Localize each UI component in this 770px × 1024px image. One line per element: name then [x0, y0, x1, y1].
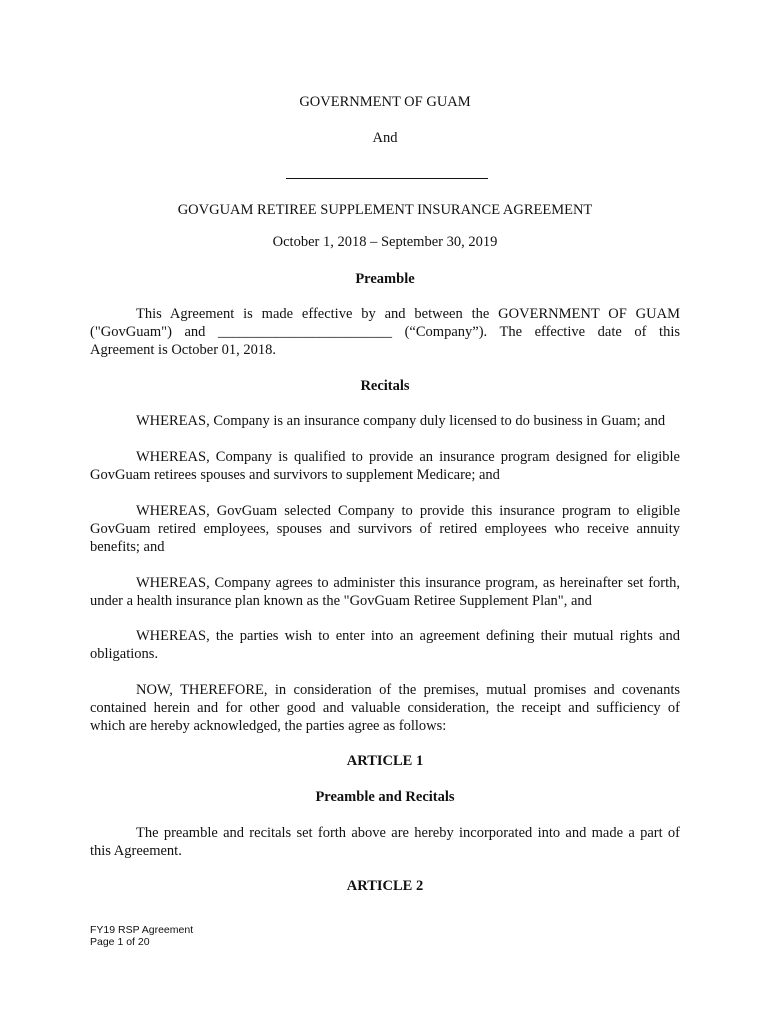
article-2-heading: ARTICLE 2	[346, 878, 424, 894]
preamble-heading: Preamble	[355, 271, 415, 287]
article-1-line: The preamble and recitals set forth above are hereby incorporated into and made a part of	[136, 825, 680, 841]
recital-line: benefits; and	[90, 539, 165, 555]
recitals-heading: Recitals	[360, 378, 410, 394]
recital-line: WHEREAS, Company is an insurance company duly licensed to do business in Guam; and	[136, 413, 666, 429]
now-therefore-line: which are hereby acknowledged, the parties agree as follows:	[90, 718, 447, 734]
now-therefore-line: contained herein and for other good and valuable consideration, the receipt and sufficiency of	[90, 700, 680, 716]
recital-line: obligations.	[90, 646, 159, 662]
recital-line: WHEREAS, Company agrees to administer this insurance program, as hereinafter set forth,	[136, 575, 680, 591]
footer-doc-name: FY19 RSP Agreement	[90, 924, 194, 936]
recital-line: GovGuam retirees spouses and survivors to supplement Medicare; and	[90, 467, 500, 483]
recital-line: under a health insurance plan known as the "GovGuam Retiree Supplement Plan", and	[90, 593, 592, 609]
preamble-line: This Agreement is made effective by and between the GOVERNMENT OF GUAM	[136, 306, 680, 322]
preamble-line: ("GovGuam") and ________________________ (“Company”). The effective date of this	[90, 324, 680, 340]
gov-title: GOVERNMENT OF GUAM	[299, 94, 471, 110]
recital-line: WHEREAS, GovGuam selected Company to provide this insurance program to eligible	[136, 503, 680, 519]
now-therefore-line: NOW, THEREFORE, in consideration of the premises, mutual promises and covenants	[136, 682, 680, 698]
article-1-line: this Agreement.	[90, 843, 182, 859]
recital-line: WHEREAS, the parties wish to enter into an agreement defining their mutual rights and	[136, 628, 680, 644]
page-footer	[90, 924, 193, 948]
article-1-heading: ARTICLE 1	[346, 753, 424, 769]
article-1-subheading: Preamble and Recitals	[315, 789, 455, 805]
party-name-blank	[286, 178, 488, 179]
and-connector: And	[372, 130, 398, 146]
recital-line: GovGuam retired employees, spouses and survivors of retired employees who receive annuity	[90, 521, 680, 537]
preamble-line: Agreement is October 01, 2018.	[90, 342, 277, 358]
agreement-title: GOVGUAM RETIREE SUPPLEMENT INSURANCE AGREEMENT	[177, 202, 593, 218]
agreement-term: October 1, 2018 – September 30, 2019	[272, 234, 498, 250]
footer-page-number: Page 1 of 20	[90, 936, 150, 948]
recital-line: WHEREAS, Company is qualified to provide an insurance program designed for eligible	[136, 449, 680, 465]
